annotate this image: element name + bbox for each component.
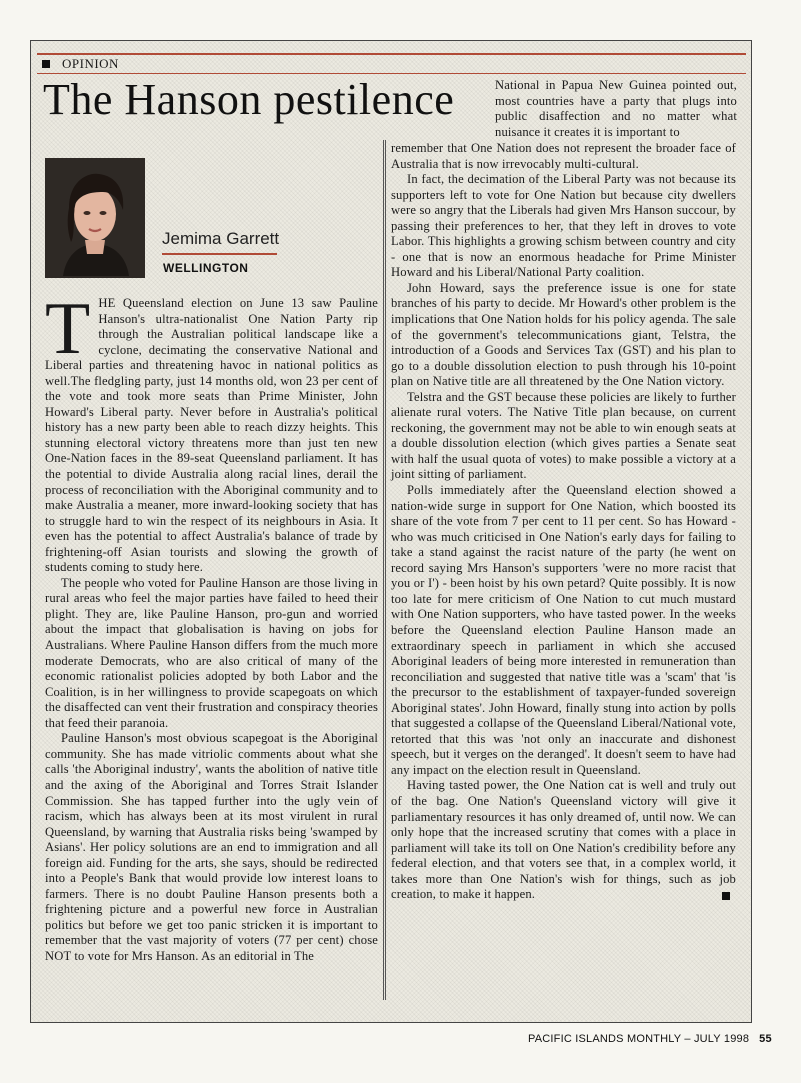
top-rule [37,53,746,55]
section-label-text: OPINION [62,56,119,71]
paragraph: Pauline Hanson's most obvious scapegoat is the Aboriginal community. She has made vitriolic comments about what she calls 'the Aboriginal industry', wants the abolition of native title and the axing of the Aboriginal and Torres Strait Islander Commission. She has tapped further into the ugly vein of racism, which has always been at its most virulent in rural Queensland, by warning that Australia risks being 'swamped by Asians'. Her policy solutions are an end to immigration and all foreign aid. Funding for the arts, she says, should be redirected into a People's Bank that would provide low interest loans to farmers. There is no doubt Pauline Hanson presents both a frightening picture and a powerful new force in Australian politics but before we get too panic stricken it is important to remember that the vast majority of voters (77 per cent) chose NOT to vote for Mrs Hanson. As an editorial in The [45,731,378,963]
headline: The Hanson pestilence [43,75,455,124]
right-column [391,141,736,903]
paragraph: In fact, the decimation of the Liberal Party was not because its supporters left to vote for One Nation but because city dwellers were so angry that the Liberals had given Mrs Hanson succour, by passing their preferences to her, that they left in droves to vote Labor. This highlights a growing schism between country and city - one that is now an enormous headache for Prime Minister Howard and his Liberal/National Party coalition. [391,172,736,280]
author-rule [162,253,277,255]
left-column [45,288,378,965]
dateline-location: WELLINGTON [163,261,249,275]
paragraph: Polls immediately after the Queensland election showed a nation-wide surge in support for One Nation, which boosted its share of the vote from 7 per cent to 11 per cent. So has Howard - who was much criticised in One Nation's early days for failing to take a stand against the racist nature of the party (he went on record saying Mrs Hanson's supporters 'were no more racist that you or I') - been hoist by his own petard? Quite possibly. It is now too late for mere criticism of One Nation to cut much mustard with One Nation supporters, who have tasted power. In the weeks before the Queensland election Pauline Hanson made an extraordinary speech in parliament in which she accused Aboriginal leaders of being more interested in remuneration than reconciliation and suggested that native title was a 'scam' that 'is the precursor to the establishment of taxpayer-funded sovereign Aboriginal states'. John Howard, finally stung into action by polls that suggested a collapse of the Queensland Liberal/National vote, retorted that this was 'not only an inaccurate and dishonest speech, but it verges on the deranged'. It doesn't seem to have had any impact on the election result in Queensland. [391,483,736,777]
right-column-top: National in Papua New Guinea pointed out, most countries have a party that plugs into public disaffection and no matter what nuisance it creates it is important to [495,78,737,139]
paragraph-text: Having tasted power, the One Nation cat is well and truly out of the bag. One Nation's Queensland victory will give it parliamentary resources it has only dreamed of, until now. We can only hope that the increased scrutiny that comes with a place in parliament will take its toll on One Nation's credibility before any federal election, and that voters see that, in a complex world, it takes more than One Nation's wish for things, such as job creation, to make it happen. [391,778,736,902]
publication-line: PACIFIC ISLANDS MONTHLY – JULY 1998 [528,1033,750,1045]
portrait-image [45,158,145,278]
column-divider [383,140,386,1000]
paragraph [45,288,378,576]
paragraph: remember that One Nation does not represent the broader face of Australia that is now irrevocably multi-cultural. [391,141,736,171]
author-name: Jemima Garrett [162,229,280,248]
section-label [42,56,119,72]
bleed-through-ghost [350,12,460,34]
paragraph: Telstra and the GST because these policies are likely to further alienate rural voters. The Native Title plan because, on current reckoning, the government may not be able to win enough seats at a double dissolution election (which gives parties a Senate seat with half the usual quota of votes) to make possible a victory at a joint sitting of parliament. [391,389,736,482]
drop-cap: T [45,288,91,370]
paragraph-text: HE Queensland election on June 13 saw Pauline Hanson's ultra-nationalist One Nation Party rip through the Australian political landscape like a cyclone, decimating the conservative National and Liberal parties and threatening havoc in national politics as well.The fledgling party, just 14 months old, won 23 per cent of the vote and took more seats than Prime Minister, John Howard's Liberal party. Never before in Australia's political history has a new party been able to reach dizzy heights. This stunning electoral victory threatens more than just ten new One-Nation faces in the 89-seat Queensland parliament. It has the potential to divide Australia along racial lines, derail the process of reconciliation with the Aboriginal community and to make Australia a meaner, more inward-looking society that has to struggle hard to win the respect of its neighbours in Asia. It even has the potential to affect Australia's balance of trade by frightening-off Asian tourists and slowing the growth of students coming to study here. [45,296,378,575]
paragraph: John Howard, says the preference issue is one for state branches of his party to decide. Mr Howard's other problem is the implications that One Nation holds for his policy agenda. The sale of the government's telecommunications giant, Telstra, the introduction of a Goods and Services Tax (GST) and his plan to go to a double dissolution election to push through his 10-point plan on Native title are all threatened by the One Nation victory. [391,280,736,389]
square-bullet-icon [42,60,50,68]
author-photo [45,158,145,278]
page-number: 55 [759,1033,772,1045]
page-footer [528,1033,772,1045]
paragraph: The people who voted for Pauline Hanson are those living in rural areas who feel the major parties have failed to heed their plight. They are, like Pauline Hanson, pro-gun and worried about the impact that globalisation is having on jobs for Australians. Where Pauline Hanson differs from the much more moderate Democrats, who are also critical of many of the economic rationalist policies adopted by both Labor and the Coalition, is in her willingness to provide scapegoats on which the disaffected can vent their frustration and conspiracy theories that feed their paranoia. [45,575,378,730]
end-mark-icon [722,892,730,900]
last-paragraph [391,778,736,902]
